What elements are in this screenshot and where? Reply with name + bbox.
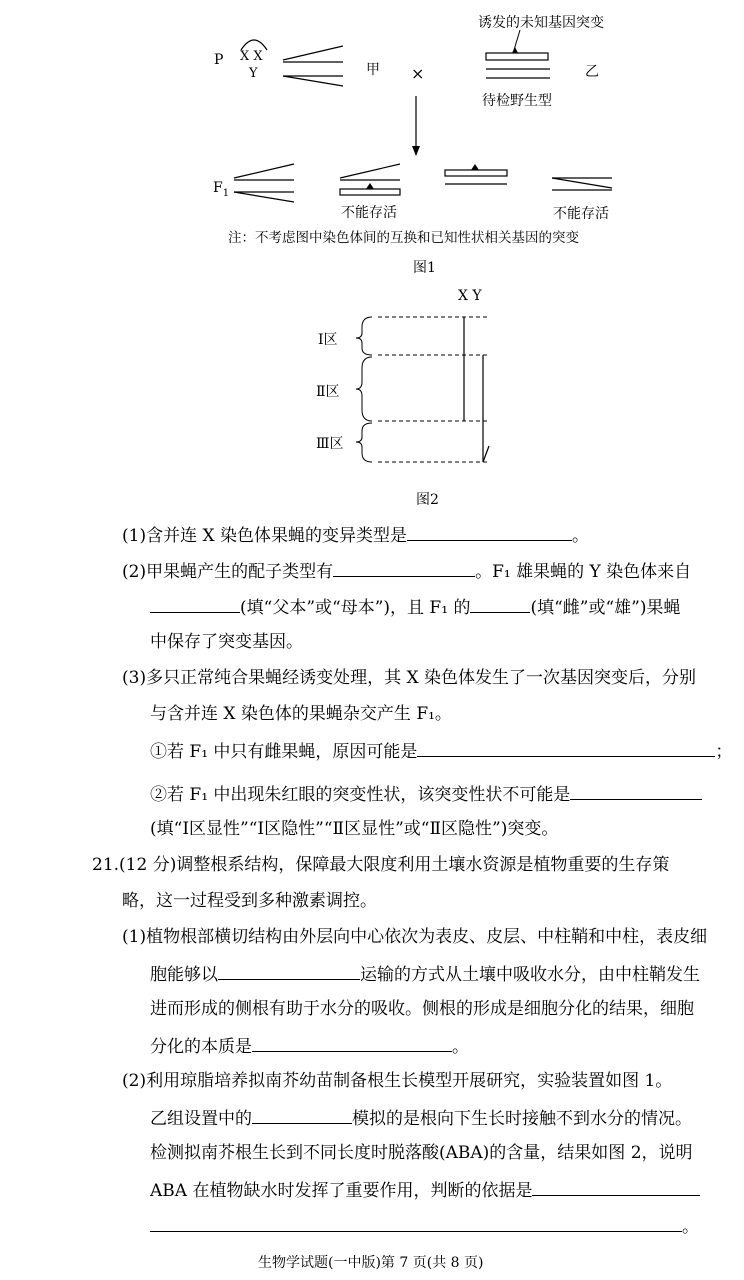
mutation-note: 诱发的未知基因突变 (478, 15, 604, 31)
question-20-3-item2: ②若 F₁ 中出现朱红眼的突变性状，该突变性状不可能是 (150, 783, 702, 805)
wild-type-note: 待检野生型 (482, 93, 552, 109)
figure2-caption: 图2 (416, 492, 439, 508)
question-20-3-item2-cont: (填“Ⅰ区显性”“Ⅰ区隐性”“Ⅱ区显性”或“Ⅱ区隐性”)突变。 (150, 819, 559, 839)
question-20-2-line3: 中保存了突变基因。 (150, 632, 303, 652)
figure1-caption: 图1 (413, 260, 436, 276)
question-20-1: (1)含并连 X 染色体果蝇的变异类型是 。 (122, 526, 589, 546)
label-yi: 乙 (585, 64, 599, 80)
question-20-3-item1: ①若 F₁ 中只有雌果蝇，原因可能是 ； (150, 742, 733, 762)
zone-1-label: Ⅰ区 (318, 332, 338, 348)
dead-label-left: 不能存活 (341, 205, 397, 221)
page-footer: 生物学试题(一中版)第 7 页(共 8 页) (258, 1255, 484, 1271)
question-21-1-line4: 分化的本质是 。 (150, 1037, 469, 1057)
label-cross: × (411, 64, 425, 83)
label-xx: X X (240, 49, 263, 64)
figure1-note: 注：不考虑图中染色体间的互换和已知性状相关基因的突变 (228, 230, 579, 246)
dead-label-right: 不能存活 (553, 206, 609, 222)
zone-3-label: Ⅲ区 (316, 436, 344, 452)
question-21-1-line1: (1)植物根部横切结构由外层向中心依次为表皮、皮层、中柱鞘和中柱，表皮细 (122, 927, 708, 947)
question-20-3-line2: 与含并连 X 染色体的果蝇杂交产生 F₁。 (150, 704, 452, 724)
question-21-2-line1: (2)利用琼脂培养拟南芥幼苗制备根生长模型开展研究，实验装置如图 1。 (122, 1071, 673, 1091)
question-21-2-line2: 乙组设置中的 模拟的是根向下生长时接触不到水分的情况。 (150, 1109, 692, 1129)
question-21-2-line3: 检测拟南芥根生长到不同长度时脱落酸(ABA)的含量，结果如图 2，说明 (150, 1143, 693, 1163)
question-21-1-line3: 进而形成的侧根有助于水分的吸收。侧根的形成是细胞分化的结果，细胞 (150, 999, 694, 1019)
question-21-stem-line1: 21.(12 分)调整根系结构，保障最大限度利用土壤水资源是植物重要的生存策 (92, 855, 670, 875)
question-21-stem-line2: 略，这一过程受到多种激素调控。 (122, 891, 377, 911)
label-xy: X Y (458, 288, 482, 304)
label-jia: 甲 (366, 62, 380, 78)
label-p: P (214, 52, 224, 68)
question-20-2-line2: (填“父本”或“母本”)，且 F₁ 的 (填“雌”或“雄”)果蝇 (150, 596, 680, 618)
label-y: Y (249, 66, 258, 81)
figure2-diagram (0, 0, 744, 510)
question-21-2-line4: ABA 在植物缺水时发挥了重要作用，判断的依据是 (150, 1179, 700, 1201)
zone-2-label: Ⅱ区 (316, 384, 340, 400)
question-21-2-line5: 。 (150, 1215, 699, 1237)
question-21-1-line2: 胞能够以 运输的方式从土壤中吸收水分，由中柱鞘发生 (150, 965, 700, 985)
question-20-3-line1: (3)多只正常纯合果蝇经诱变处理，其 X 染色体发生了一次基因突变后，分别 (122, 668, 696, 688)
question-20-2-line1: (2)甲果蝇产生的配子类型有 。F₁ 雄果蝇的 Y 染色体来自 (122, 562, 692, 582)
label-f1: $F_1$ (213, 180, 230, 199)
